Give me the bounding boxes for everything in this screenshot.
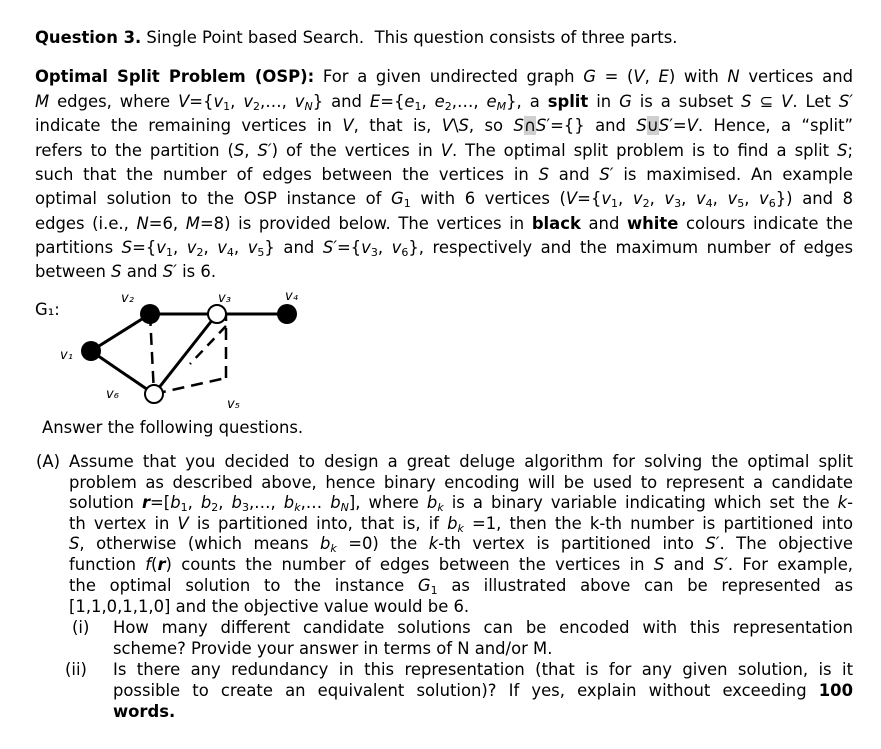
answer-prompt: Answer the following questions. bbox=[42, 418, 304, 437]
vertex-label-v1: v₁ bbox=[60, 348, 73, 363]
edge-v1-v6 bbox=[91, 351, 154, 394]
osp-line-7: edges (i.e., N=6, M=8) is provided below. The vertices in black and white colours indicate the bbox=[35, 214, 853, 233]
graph-g1 bbox=[30, 284, 320, 414]
vertex-v2 bbox=[140, 304, 160, 324]
osp-heading: Optimal Split Problem (OSP): bbox=[35, 67, 315, 86]
sub-i-line-1: How many different candidate solutions can be encoded with this representation bbox=[113, 618, 853, 637]
vertex-v4 bbox=[277, 304, 297, 324]
question-title-line bbox=[35, 28, 677, 48]
osp-line-5: such that the number of edges between the vertices in S and S′ is maximised. An example bbox=[35, 165, 853, 184]
part-a-marker: (A) bbox=[36, 452, 61, 471]
word-limit-suffix: words bbox=[113, 702, 169, 721]
graph-name: G₁: bbox=[35, 300, 60, 319]
part-a-line-5: S, otherwise (which means $b_k =0$) the k-th vertex is partitioned into S′. The objective bbox=[69, 534, 853, 555]
question-title: Single Point based Search. bbox=[146, 28, 365, 47]
edge-v2-v6 bbox=[150, 314, 154, 394]
part-a-line-1: Assume that you decided to design a great deluge algorithm for solving the optimal split bbox=[69, 452, 853, 471]
sub-ii-line-2-text: possible to create an equivalent solution)? If yes, explain without exceeding bbox=[113, 681, 807, 700]
word-limit: 100 bbox=[818, 681, 853, 700]
vertex-v1 bbox=[81, 341, 101, 361]
vertex-v3 bbox=[208, 305, 226, 323]
question-heading: Question 3. bbox=[35, 28, 142, 47]
part-a-line-3: solution $r=[b_1$, $b_2$, $b_3,\dots$, $b_k,\dots$ $b_N$], where $b_k$ is a binary variable indicating which set the k- bbox=[69, 493, 854, 514]
vertex-label-v2: v₂ bbox=[121, 291, 134, 306]
sub-ii-marker: (ii) bbox=[65, 660, 87, 679]
osp-line-2: M edges, where $V=\{v_1$, $v_2,\dots$, $v_N$} and $E=\{e_1$, $e_2,\dots$, $e_M$}, a split in G is a subset S ⊆ V. Let S′ bbox=[35, 92, 853, 113]
vertex-label-v6: v₆ bbox=[106, 387, 119, 402]
question-intro: This question consists of three parts. bbox=[374, 28, 678, 47]
edge-v1-v2 bbox=[91, 314, 150, 351]
sub-i-marker: (i) bbox=[72, 618, 90, 637]
part-a-line-6: function f(r) counts the number of edges between the vertices in S and S′. For example, bbox=[69, 555, 853, 574]
sub-ii-line-2 bbox=[113, 681, 853, 701]
part-a-line-2: problem as described above, hence binary encoding will be used to represent a candidate bbox=[69, 473, 853, 492]
osp-line-1: Optimal Split Problem (OSP): For a given undirected graph G = (V, E) with N vertices and bbox=[35, 67, 853, 86]
sub-ii-line-3: words. bbox=[113, 702, 176, 721]
vertex-label-v4: v₄ bbox=[285, 289, 298, 304]
part-a-line-4: th vertex in V is partitioned into, that is, if $b_k =1$, then the k-th number is partitioned into bbox=[69, 514, 853, 535]
part-a-line-8: [1,1,0,1,1,0] and the objective value would be 6. bbox=[69, 597, 470, 616]
vertex-v6 bbox=[145, 385, 163, 403]
osp-line-3: indicate the remaining vertices in V, that is, V\S, so S∩S′={} and S∪S′=V. Hence, a “split” bbox=[35, 116, 853, 135]
vertex-label-v3: v₃ bbox=[218, 291, 231, 306]
edge-diagonal-dashed bbox=[190, 326, 226, 364]
osp-line-9: between S and S′ is 6. bbox=[35, 262, 217, 281]
sub-i-line-2: scheme? Provide your answer in terms of N and/or M. bbox=[113, 639, 553, 658]
part-a-line-7: the optimal solution to the instance $G_1$ as illustrated above can be represented as bbox=[69, 576, 853, 597]
sub-ii-line-1: Is there any redundancy in this representation (that is for any given solution, is it bbox=[113, 660, 853, 679]
osp-line-6: optimal solution to the OSP instance of $G_1$ with 6 vertices ($V=\{v_1$, $v_2$, $v_3$, $v_4$, $v_5$, $v_6$}) and 8 bbox=[35, 189, 854, 210]
vertex-label-v5: v₅ bbox=[227, 397, 240, 412]
osp-line-4: refers to the partition (S, S′) of the vertices in V. The optimal split problem is to find a split S; bbox=[35, 141, 853, 160]
osp-line-8: partitions $S=\{v_1$, $v_2$, $v_4$, $v_5$} and $S'=\{v_3$, $v_6$}, respectively and the maximum number of edges bbox=[35, 238, 854, 259]
edge-v3-v6 bbox=[154, 314, 217, 394]
